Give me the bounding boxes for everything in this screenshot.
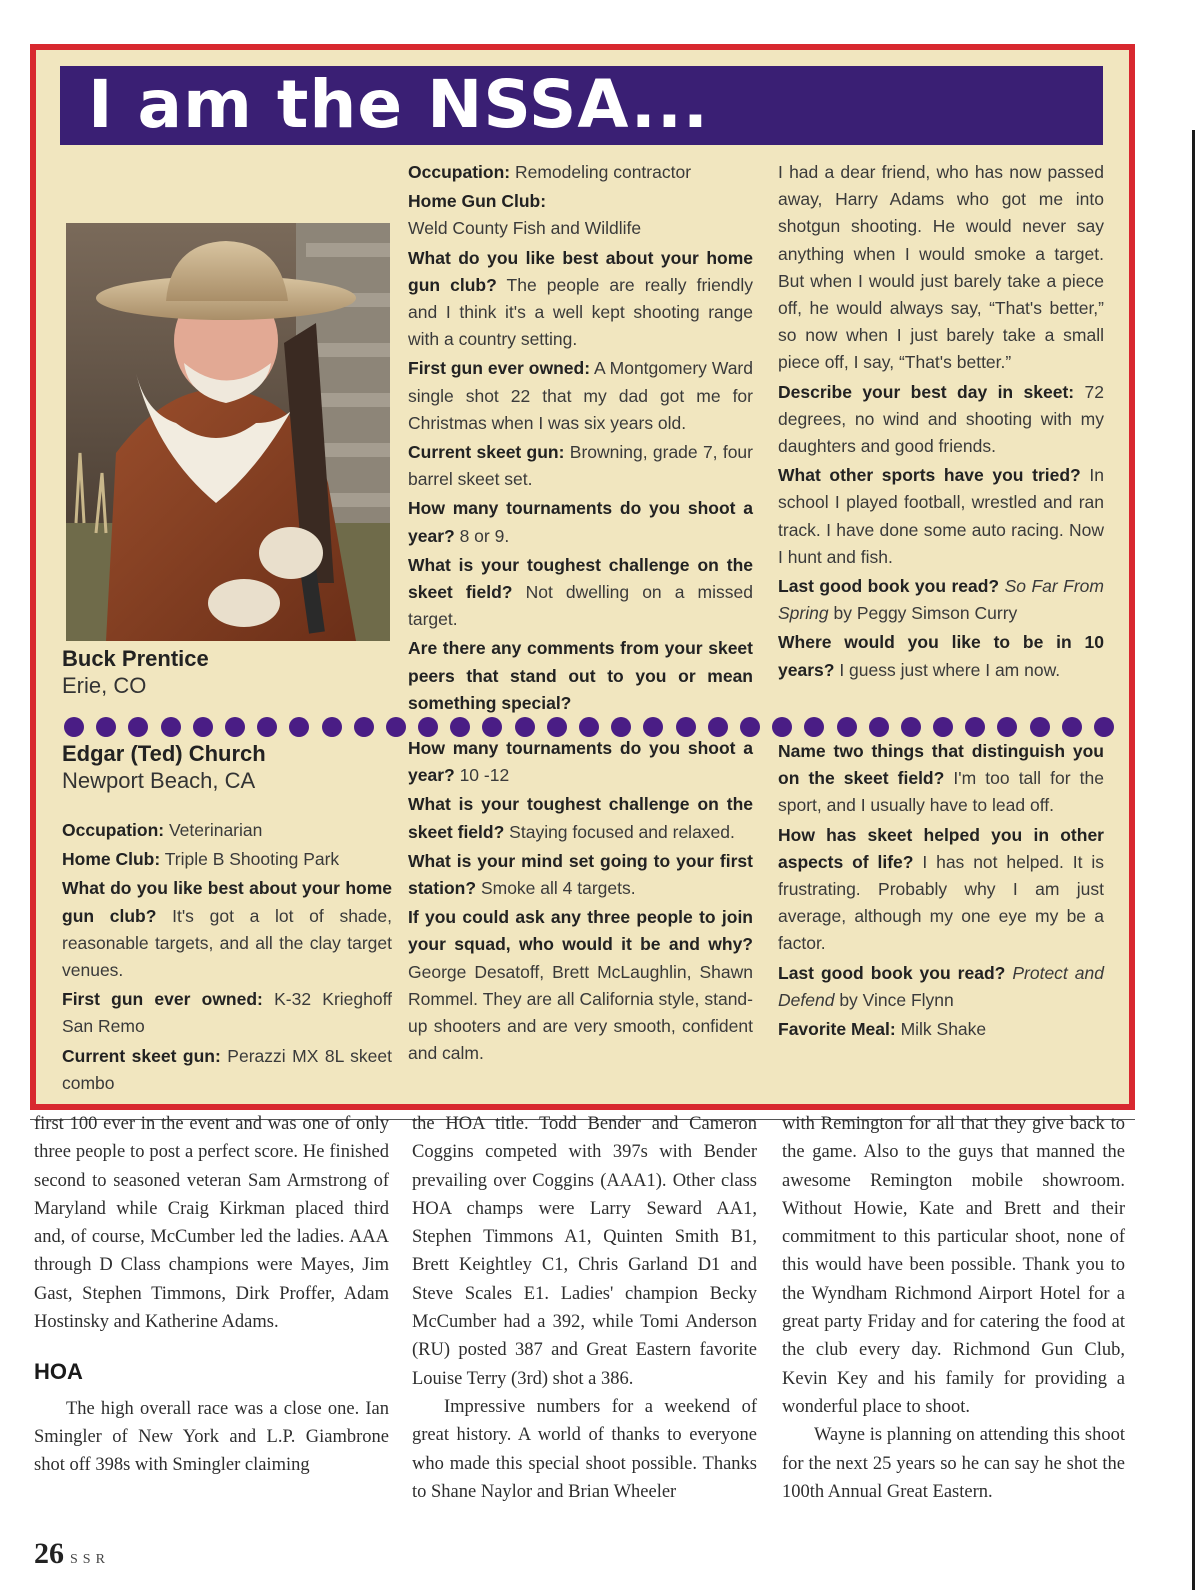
qa-answer: In school I played football, wrestled and ran track. I have done some auto racing. Now I hunt and fish. (778, 465, 1104, 567)
divider-dot (933, 717, 953, 737)
divider-dot (708, 717, 728, 737)
profile2-name: Edgar (Ted) Church (62, 741, 266, 766)
qa-question: What other sports have you tried? (778, 465, 1081, 486)
qa-item (408, 904, 753, 1067)
divider-dot (257, 717, 277, 737)
qa-answer: I had a dear friend, who has now passed away, Harry Adams who got me into shotgun shooting. He would never say anything when I would smoke a target. But when I would just barely take a piece off, he would always say, “That's better,” so now when I just barely take a small piece off, I say, “That's better.” (778, 162, 1104, 373)
divider-dot (869, 717, 889, 737)
article-col3 (782, 1110, 1125, 1506)
qa-question: What do you like best about your home gun club? (62, 878, 392, 926)
profile1-col2 (408, 159, 753, 719)
divider-dot (128, 717, 148, 737)
qa-item (408, 791, 753, 845)
qa-question: First gun ever owned: (62, 989, 263, 1010)
qa-answer: The people are really friendly and I think it's a well kept shooting range with a country setting. (408, 274, 753, 350)
book-title: Protect and Defend (778, 962, 1105, 1010)
divider-dot (547, 717, 567, 737)
qa-answer: I'm too tall for the sport, and I usually have to lead off. (778, 768, 1104, 816)
qa-item (778, 1016, 1104, 1043)
qa-question: How many tournaments do you shoot a year? (408, 738, 753, 786)
profile-photo (66, 223, 390, 641)
qa-item (778, 738, 1104, 820)
qa-answer: 72 degrees, no wind and shooting with my daughters and good friends. (778, 381, 1104, 457)
divider-dot (965, 717, 985, 737)
divider-dot (611, 717, 631, 737)
qa-question: What do you like best about your home gun club? (408, 247, 753, 295)
qa-item (778, 462, 1104, 571)
qa-answer: Smoke all 4 targets. (480, 878, 636, 899)
book-author: by Vince Flynn (839, 989, 954, 1010)
qa-answer: Milk Shake (900, 1019, 987, 1040)
divider-dot (322, 717, 342, 737)
profile1-col3 (778, 159, 1104, 686)
qa-question: What is your mind set going to your first station? (408, 850, 753, 899)
divider-dot (772, 717, 792, 737)
qa-answer: I guess just where I am now. (839, 659, 1061, 680)
divider-dot (740, 717, 760, 737)
qa-question: Current skeet gun: (62, 1045, 221, 1066)
qa-answer: 10 -12 (459, 765, 510, 786)
qa-question: How many tournaments do you shoot a year? (408, 498, 753, 546)
qa-question: Current skeet gun: (408, 442, 565, 463)
qa-answer: A Montgomery Ward single shot 22 that my dad got me for Christmas when I was six years old. (408, 358, 753, 433)
qa-answer: It's got a lot of shade, reasonable targets, and all the clay target venues. (62, 905, 392, 981)
divider-dot (837, 717, 857, 737)
qa-item (408, 159, 753, 186)
article-paragraph: Wayne is planning on attending this shoot for the next 25 years so he can say he shot the 100th Annual Great Eastern. (782, 1425, 1125, 1502)
divider-dot (386, 717, 406, 737)
qa-answer: I has not helped. It is frustrating. Probably why I am just average, although my one eye my be a factor. (778, 851, 1104, 954)
qa-answer: Veterinarian (168, 820, 263, 840)
article-col1 (34, 1110, 389, 1480)
section-heading: HOA (34, 1359, 83, 1385)
divider-dot (450, 717, 470, 737)
profile2-col3 (778, 738, 1104, 1045)
divider-dot (418, 717, 438, 737)
qa-answer: K-32 Krieghoff San Remo (62, 989, 392, 1037)
qa-item (408, 552, 753, 634)
page-edge (1192, 130, 1195, 1590)
qa-question: What is your toughest challenge on the skeet field? (408, 794, 753, 842)
profile1-name: Buck Prentice (62, 646, 209, 671)
qa-answer: George Desatoff, Brett McLaughlin, Shawn Rommel. They are all California style, stand-up shooters and are very smooth, confident and calm. (408, 961, 753, 1064)
qa-item (62, 875, 392, 984)
qa-item (778, 573, 1104, 627)
divider-dot (96, 717, 116, 737)
divider-dot (901, 717, 921, 737)
divider-dot (64, 717, 84, 737)
article-paragraph: the HOA title. Todd Bender and Cameron Coggins competed with 397s with Bender prevailing over Coggins (AAA1). Other class HOA champs were Larry Seward AA1, Stephen Timmons A1, Quinten Smith B1, Brett Keightley C1, Chris Garland D1 and Steve Scales E1. Ladies' champion Becky McCumber had a 392, while Tomi Anderson (RU) posted 387 and Great Eastern favorite Louise Terry (3rd) shot a 386. (412, 1114, 757, 1389)
qa-question: Occupation: (62, 820, 165, 840)
divider-dot (515, 717, 535, 737)
magazine-name: SSR (70, 1552, 110, 1567)
qa-answer: 8 or 9. (459, 525, 510, 546)
qa-question: Are there any comments from your skeet peers that stand out to you or mean something special? (408, 638, 753, 713)
divider-dot (354, 717, 374, 737)
article-paragraph: The high overall race was a close one. Ian Smingler of New York and L.P. Giambrone shot off 398s with Smingler claiming (34, 1398, 389, 1476)
qa-item (408, 635, 753, 717)
profile1-location: Erie, CO (62, 673, 147, 698)
qa-item (62, 817, 392, 844)
qa-question: Home Gun Club: (408, 191, 547, 212)
article-paragraph: with Remington for all that they give back to the game. Also to the guys that manned the awesome Remington mobile showroom. Without Howie, Kate and Brett and their commitment to this particular shoot, none of this would have been possible. Thank you to the Wyndham Richmond Airport Hotel for a great party Friday and for catering the food at the club every day. Richmond Gun Club, Kevin Key and his family for providing a wonderful place to shoot. (782, 1114, 1125, 1417)
article-paragraph: first 100 ever in the event and was one of only three people to post a perfect score. He finished second to seasoned veteran Sam Armstrong of Maryland while Craig Kirkman placed third and, of course, McCumber led the ladies. AAA through D Class champions were Mayes, Jim Gast, Stephen Timmons, Dirk Proffer, Adam Hostinsky and Katherine Adams. (34, 1114, 389, 1333)
article-paragraph: Impressive numbers for a weekend of great history. A world of thanks to everyone who made this special shoot possible. Thanks to Shane Naylor and Brian Wheeler (412, 1396, 757, 1502)
qa-item (778, 822, 1104, 958)
qa-item (408, 848, 753, 902)
book-title: So Far From Spring (778, 576, 1104, 624)
qa-item (408, 215, 753, 242)
qa-answer: Remodeling contractor (514, 162, 692, 182)
qa-item (778, 379, 1104, 461)
divider-dot (804, 717, 824, 737)
divider-dot (1062, 717, 1082, 737)
qa-question: First gun ever owned: (408, 358, 591, 379)
qa-question: Occupation: (408, 162, 511, 182)
qa-item (408, 439, 753, 493)
divider-dot (643, 717, 663, 737)
divider-dot (289, 717, 309, 737)
qa-item (408, 735, 753, 789)
qa-item (778, 960, 1104, 1014)
book-author: by Peggy Simson Curry (833, 603, 1018, 624)
qa-item (62, 986, 392, 1040)
qa-answer: Perazzi MX 8L skeet combo (62, 1045, 392, 1093)
qa-item (408, 188, 753, 215)
title-banner (60, 66, 1103, 145)
qa-question: Where would you like to be in 10 years? (778, 632, 1104, 680)
profile2-col2 (408, 735, 753, 1069)
qa-question: Describe your best day in skeet: (778, 381, 1075, 402)
divider-dot (997, 717, 1017, 737)
qa-answer: Browning, grade 7, four barrel skeet set. (408, 442, 753, 490)
article-col2 (412, 1110, 757, 1506)
qa-item (408, 495, 753, 549)
page-number: 26 (34, 1537, 64, 1570)
profile2-col1 (62, 740, 392, 1099)
divider-dot (676, 717, 696, 737)
divider-dot (482, 717, 502, 737)
qa-item (408, 355, 753, 437)
divider-dot (161, 717, 181, 737)
divider-dot (1030, 717, 1050, 737)
divider-dot (193, 717, 213, 737)
qa-answer: Triple B Shooting Park (164, 849, 340, 870)
qa-item (408, 245, 753, 354)
profile1-identity (62, 645, 392, 700)
qa-question: Last good book you read? (778, 962, 1006, 983)
qa-question: Last good book you read? (778, 576, 1000, 597)
banner-title: I am the NSSA... (88, 66, 709, 143)
qa-question: Name two things that distinguish you on the skeet field? (778, 741, 1104, 789)
qa-answer: Weld County Fish and Wildlife (408, 218, 642, 239)
page-folio (34, 1537, 110, 1571)
qa-answer: Staying focused and relaxed. (509, 821, 735, 842)
qa-question: How has skeet helped you in other aspects of life? (778, 824, 1104, 872)
qa-question: What is your toughest challenge on the skeet field? (408, 554, 753, 603)
qa-answer: Not dwelling on a missed target. (408, 582, 753, 630)
qa-question: If you could ask any three people to join your squad, who would it be and why? (408, 907, 753, 955)
divider-dot (579, 717, 599, 737)
qa-item (62, 1043, 392, 1097)
qa-question: Home Club: (62, 849, 161, 870)
profile2-location: Newport Beach, CA (62, 768, 256, 793)
divider-dot (225, 717, 245, 737)
qa-question: Favorite Meal: (778, 1019, 896, 1040)
qa-item (62, 846, 392, 873)
qa-item (778, 159, 1104, 377)
qa-item (778, 629, 1104, 683)
divider-dot (1094, 717, 1114, 737)
